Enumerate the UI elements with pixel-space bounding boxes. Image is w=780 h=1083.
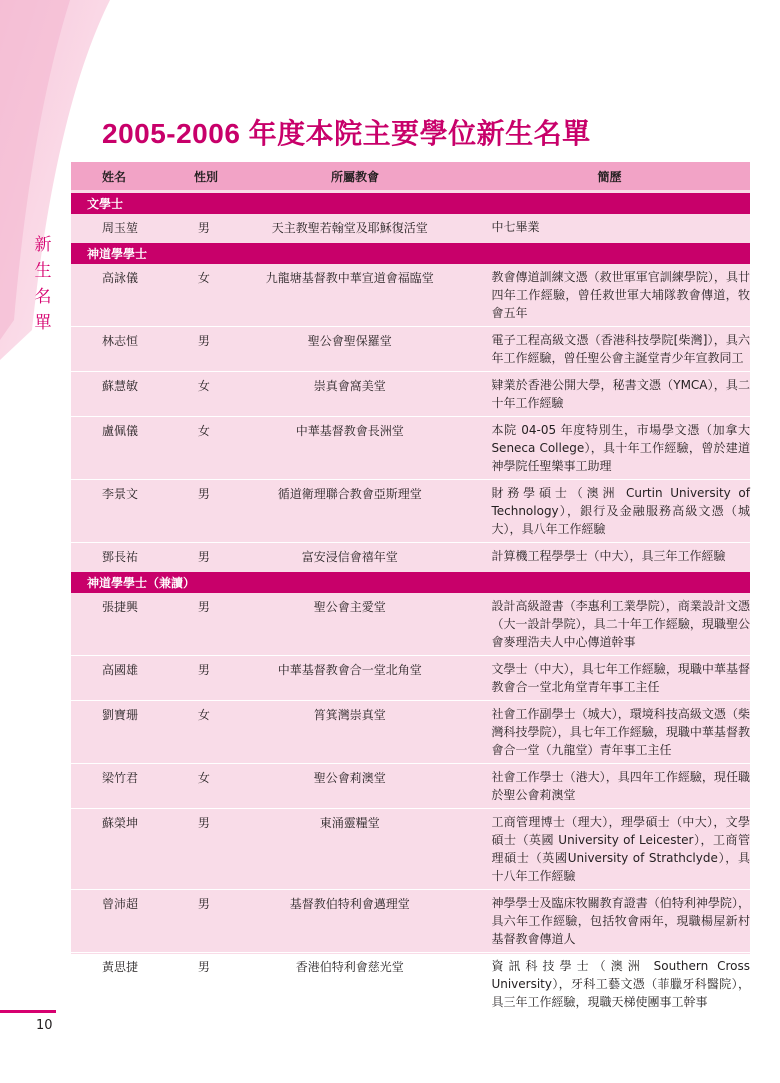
- cell-name: 張捷興: [102, 600, 139, 614]
- table-row: [71, 543, 750, 569]
- cell-bio: 電子工程高級文憑（香港科技學院[柴灣]），具六年工作經驗，曾任聖公會主誕堂青少年宣教同工: [491, 333, 750, 365]
- cell-church: 崇真會窩美堂: [313, 379, 386, 393]
- cell-church: 基督教伯特利會邁理堂: [289, 897, 410, 911]
- cell-bio: 資訊科技學士（澳洲 Southern Cross University），牙科工藝文憑（菲臘牙科醫院），具三年工作經驗，現職天梯使團事工幹事: [491, 959, 750, 1009]
- cell-name: 梁竹君: [102, 771, 139, 785]
- cell-gender: 男: [197, 816, 210, 830]
- cell-bio: 計算機工程學學士（中大），具三年工作經驗: [491, 549, 726, 563]
- header-bio: 簡歷: [597, 169, 622, 184]
- section-header: 文學士: [71, 193, 750, 214]
- table-row: [71, 593, 750, 655]
- header-name: 姓名: [102, 169, 127, 184]
- cell-bio: 神學學士及臨床牧關教育證書（伯特利神學院），具六年工作經驗，包括牧會兩年，現職楊屋新村基督教會傳道人: [491, 896, 750, 946]
- header-gender: 性別: [193, 169, 218, 184]
- cell-church: 天主教聖若翰堂及耶穌復活堂: [271, 221, 428, 235]
- cell-bio: 社會工作學士（港大），具四年工作經驗，現任職於聖公會莉澳堂: [491, 770, 750, 802]
- side-char: 名: [34, 287, 52, 307]
- cell-gender: 男: [197, 487, 210, 501]
- cell-gender: 女: [197, 379, 210, 393]
- cell-bio: 工商管理博士（理大），理學碩士（中大），文學碩士（英國 University of Leicester），工商管理碩士（英國University of Strathclyde），具十八年工作經驗: [491, 815, 750, 883]
- cell-name: 高詠儀: [102, 271, 139, 285]
- footer-line: [0, 1010, 56, 1013]
- table-row: [71, 214, 750, 240]
- section-header: 神道學學士: [71, 243, 750, 264]
- cell-bio: 肄業於香港公開大學，秘書文憑（YMCA），具二十年工作經驗: [491, 378, 750, 410]
- cell-gender: 男: [197, 663, 210, 677]
- section-header: 神道學學士（兼讀）: [71, 572, 750, 593]
- cell-gender: 男: [197, 334, 210, 348]
- cell-name: 鄧長祐: [102, 550, 139, 564]
- cell-church: 九龍塘基督教中華宣道會福臨堂: [265, 271, 434, 285]
- cell-gender: 女: [197, 708, 210, 722]
- cell-bio: 社會工作副學士（城大），環境科技高級文憑（柴灣科技學院），具七年工作經驗，現職中華基督教會合一堂（九龍堂）青年事工主任: [491, 707, 750, 757]
- cell-bio: 本院 04-05 年度特別生，市場學文憑（加拿大 Seneca College），具十年工作經驗，曾於建道神學院任聖樂事工助理: [491, 423, 750, 473]
- cell-bio: 設計高級證書（李惠利工業學院），商業設計文憑（大一設計學院），具二十年工作經驗，現職聖公會麥理浩夫人中心傳道幹事: [491, 599, 750, 649]
- cell-church: 循道衛理聯合教會亞斯理堂: [277, 487, 422, 501]
- cell-church: 聖公會主愛堂: [313, 600, 386, 614]
- cell-church: 東涌靈糧堂: [319, 816, 380, 830]
- cell-church: 富安浸信會禧年堂: [301, 550, 398, 564]
- cell-church: 中華基督教會合一堂北角堂: [277, 663, 422, 677]
- cell-bio: 教會傳道訓練文憑（救世軍軍官訓練學院），具廿四年工作經驗，曾任救世軍大埔隊教會傳道，牧會五年: [491, 270, 750, 320]
- cell-gender: 男: [197, 550, 210, 564]
- cell-gender: 男: [197, 960, 210, 974]
- cell-gender: 男: [197, 600, 210, 614]
- cell-bio: 財務學碩士（澳洲 Curtin University of Technology），銀行及金融服務高級文憑（城大），具八年工作經驗: [491, 486, 750, 536]
- cell-name: 蘇榮坤: [102, 816, 139, 830]
- side-char: 生: [34, 261, 52, 281]
- student-table: [71, 162, 750, 1009]
- table-header: [71, 162, 750, 190]
- table-row: [71, 764, 750, 808]
- cell-bio: 中七畢業: [491, 220, 540, 234]
- table-row: [71, 264, 750, 326]
- table-row: [71, 480, 750, 542]
- cell-church: 聖公會莉澳堂: [313, 771, 386, 785]
- table-row: [71, 372, 750, 416]
- cell-name: 黃思捷: [102, 960, 139, 974]
- cell-name: 劉寶珊: [102, 708, 139, 722]
- page-title: 2005-2006 年度本院主要學位新生名單: [102, 118, 591, 149]
- cell-church: 筲箕灣崇真堂: [313, 708, 386, 722]
- table-row: [71, 417, 750, 479]
- cell-bio: 文學士（中大），具七年工作經驗，現職中華基督教會合一堂北角堂青年事工主任: [491, 662, 750, 694]
- table-row: [71, 953, 750, 1015]
- cell-church: 中華基督教會長洲堂: [295, 424, 404, 438]
- table-row: [71, 656, 750, 700]
- cell-name: 高國雄: [102, 663, 139, 677]
- cell-gender: 女: [197, 271, 210, 285]
- cell-name: 林志恒: [102, 334, 139, 348]
- side-label: [28, 232, 58, 336]
- cell-name: 周玉堃: [102, 221, 139, 235]
- cell-name: 盧佩儀: [102, 424, 139, 438]
- cell-church: 聖公會聖保羅堂: [307, 334, 392, 348]
- page-number: 10: [36, 1018, 53, 1033]
- cell-name: 李景文: [102, 487, 139, 501]
- cell-gender: 男: [197, 221, 210, 235]
- cell-gender: 女: [197, 424, 210, 438]
- cell-name: 蘇慧敏: [102, 379, 139, 393]
- table-body: [71, 193, 750, 1015]
- cell-gender: 男: [197, 897, 210, 911]
- side-char: 單: [34, 313, 52, 333]
- table-row: [71, 701, 750, 763]
- header-church: 所屬教會: [330, 169, 379, 184]
- cell-name: 曾沛超: [102, 897, 139, 911]
- cell-church: 香港伯特利會慈光堂: [295, 960, 404, 974]
- table-row: [71, 890, 750, 952]
- side-char: 新: [34, 235, 52, 255]
- table-row: [71, 327, 750, 371]
- cell-gender: 女: [197, 771, 210, 785]
- table-row: [71, 809, 750, 889]
